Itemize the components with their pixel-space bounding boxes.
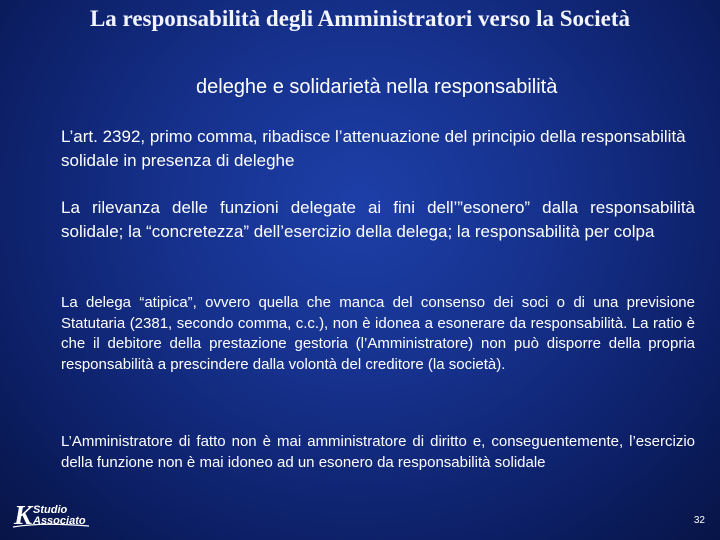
logo-text-associato: Associato: [33, 515, 86, 527]
slide-title: La responsabilità degli Amministratori verso la Società: [89, 6, 631, 31]
logo-text-studio: Studio: [33, 504, 68, 516]
logo-letter: K: [14, 500, 33, 530]
slide-subtitle: deleghe e solidarietà nella responsabilità: [196, 76, 558, 98]
paragraph-de-facto-director: L’Amministratore di fatto non è mai amministratore di diritto e, conseguentemente, l’esercizio della funzione non è mai idoneo ad un esonero da responsabilità solidale: [61, 433, 695, 471]
page-number: 32: [693, 515, 705, 526]
studio-associato-logo: [11, 500, 93, 530]
paragraph-atypical-delegation: La delega “atipica”, ovvero quella che manca del consenso dei soci o di una previsione Statutaria (2381, secondo comma, c.c.), non è idonea a esonerare da responsabilità. La ratio è che il debitore della prestazione gestoria (l’Amministratore) non può disporre della propria responsabilità a prescindere dalla volontà del creditore (la società).: [61, 294, 695, 373]
paragraph-delegated-functions: La rilevanza delle funzioni delegate ai fini dell’”esonero” dalla responsabilità solidale; la “concretezza” dell’esercizio della delega; la responsabilità per colpa: [61, 198, 695, 241]
paragraph-delegation-art-2392: L’art. 2392, primo comma, ribadisce l’attenuazione del principio della responsabilità solidale in presenza di deleghe: [61, 127, 686, 170]
